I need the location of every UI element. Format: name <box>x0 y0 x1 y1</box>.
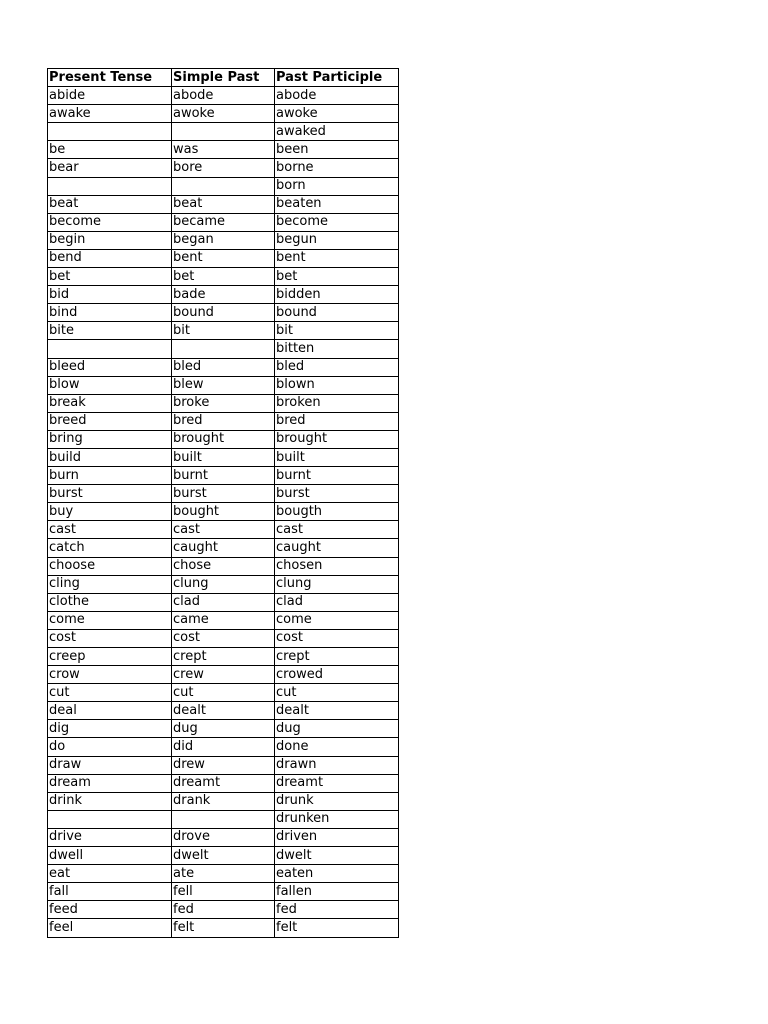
past-participle-cell: drunk <box>275 792 399 810</box>
present-tense-cell: feed <box>48 901 172 919</box>
simple-past-cell: fed <box>172 901 275 919</box>
table-row <box>48 756 399 774</box>
past-participle-cell: caught <box>275 539 399 557</box>
present-tense-cell: bite <box>48 322 172 340</box>
past-participle-cell: fed <box>275 901 399 919</box>
simple-past-cell: blew <box>172 376 275 394</box>
table-row <box>48 792 399 810</box>
present-tense-cell: cut <box>48 684 172 702</box>
table-row <box>48 557 399 575</box>
simple-past-cell <box>172 123 275 141</box>
simple-past-cell: bet <box>172 268 275 286</box>
past-participle-cell: come <box>275 611 399 629</box>
header-past-participle: Past Participle <box>275 69 399 87</box>
past-participle-cell: awoke <box>275 105 399 123</box>
simple-past-cell: drew <box>172 756 275 774</box>
table-row <box>48 430 399 448</box>
past-participle-cell: dealt <box>275 702 399 720</box>
table-row <box>48 340 399 358</box>
simple-past-cell: dealt <box>172 702 275 720</box>
simple-past-cell: clung <box>172 575 275 593</box>
table-row <box>48 286 399 304</box>
simple-past-cell: bent <box>172 249 275 267</box>
past-participle-cell: done <box>275 738 399 756</box>
present-tense-cell: bend <box>48 249 172 267</box>
present-tense-cell: bet <box>48 268 172 286</box>
present-tense-cell: bind <box>48 304 172 322</box>
table-row <box>48 847 399 865</box>
simple-past-cell: drove <box>172 828 275 846</box>
present-tense-cell: dig <box>48 720 172 738</box>
table-row <box>48 376 399 394</box>
table-header-row <box>48 69 399 87</box>
table-row <box>48 412 399 430</box>
table-row <box>48 702 399 720</box>
table-row <box>48 304 399 322</box>
past-participle-cell: bet <box>275 268 399 286</box>
present-tense-cell: do <box>48 738 172 756</box>
present-tense-cell: be <box>48 141 172 159</box>
table-row <box>48 177 399 195</box>
table-row <box>48 684 399 702</box>
simple-past-cell: bit <box>172 322 275 340</box>
present-tense-cell: burst <box>48 485 172 503</box>
past-participle-cell: bit <box>275 322 399 340</box>
present-tense-cell: breed <box>48 412 172 430</box>
present-tense-cell: abide <box>48 87 172 105</box>
simple-past-cell: began <box>172 231 275 249</box>
present-tense-cell: dwell <box>48 847 172 865</box>
past-participle-cell: drawn <box>275 756 399 774</box>
table-row <box>48 575 399 593</box>
present-tense-cell: burn <box>48 467 172 485</box>
present-tense-cell: break <box>48 394 172 412</box>
present-tense-cell: begin <box>48 231 172 249</box>
table-row <box>48 539 399 557</box>
simple-past-cell: dug <box>172 720 275 738</box>
past-participle-cell: beaten <box>275 195 399 213</box>
simple-past-cell: burnt <box>172 467 275 485</box>
past-participle-cell: felt <box>275 919 399 937</box>
past-participle-cell: driven <box>275 828 399 846</box>
present-tense-cell: drink <box>48 792 172 810</box>
table-row <box>48 213 399 231</box>
simple-past-cell: came <box>172 611 275 629</box>
past-participle-cell: chosen <box>275 557 399 575</box>
table-row <box>48 123 399 141</box>
present-tense-cell: creep <box>48 648 172 666</box>
table-row <box>48 666 399 684</box>
table-row <box>48 593 399 611</box>
past-participle-cell: cut <box>275 684 399 702</box>
present-tense-cell: blow <box>48 376 172 394</box>
simple-past-cell: broke <box>172 394 275 412</box>
present-tense-cell: dream <box>48 774 172 792</box>
past-participle-cell: bougth <box>275 503 399 521</box>
present-tense-cell: choose <box>48 557 172 575</box>
past-participle-cell: crept <box>275 648 399 666</box>
table-row <box>48 87 399 105</box>
present-tense-cell: drive <box>48 828 172 846</box>
simple-past-cell: bled <box>172 358 275 376</box>
present-tense-cell: come <box>48 611 172 629</box>
table-row <box>48 865 399 883</box>
present-tense-cell: bleed <box>48 358 172 376</box>
present-tense-cell: buy <box>48 503 172 521</box>
past-participle-cell: clung <box>275 575 399 593</box>
past-participle-cell: crowed <box>275 666 399 684</box>
table-row <box>48 521 399 539</box>
table-row <box>48 774 399 792</box>
simple-past-cell: cost <box>172 629 275 647</box>
past-participle-cell: cast <box>275 521 399 539</box>
past-participle-cell: borne <box>275 159 399 177</box>
table-row <box>48 485 399 503</box>
past-participle-cell: bent <box>275 249 399 267</box>
simple-past-cell: abode <box>172 87 275 105</box>
past-participle-cell: awaked <box>275 123 399 141</box>
past-participle-cell: dug <box>275 720 399 738</box>
present-tense-cell: eat <box>48 865 172 883</box>
table-row <box>48 358 399 376</box>
table-row <box>48 648 399 666</box>
simple-past-cell: crew <box>172 666 275 684</box>
table-row <box>48 159 399 177</box>
simple-past-cell: brought <box>172 430 275 448</box>
simple-past-cell <box>172 340 275 358</box>
past-participle-cell: bidden <box>275 286 399 304</box>
past-participle-cell: born <box>275 177 399 195</box>
simple-past-cell: bought <box>172 503 275 521</box>
simple-past-cell: drank <box>172 792 275 810</box>
simple-past-cell: clad <box>172 593 275 611</box>
present-tense-cell: feel <box>48 919 172 937</box>
simple-past-cell: chose <box>172 557 275 575</box>
simple-past-cell: bound <box>172 304 275 322</box>
past-participle-cell: dreamt <box>275 774 399 792</box>
table-row <box>48 720 399 738</box>
present-tense-cell <box>48 810 172 828</box>
table-row <box>48 231 399 249</box>
simple-past-cell: was <box>172 141 275 159</box>
table-row <box>48 738 399 756</box>
past-participle-cell: bled <box>275 358 399 376</box>
simple-past-cell: dwelt <box>172 847 275 865</box>
present-tense-cell <box>48 340 172 358</box>
table-row <box>48 448 399 466</box>
simple-past-cell: fell <box>172 883 275 901</box>
present-tense-cell: cast <box>48 521 172 539</box>
past-participle-cell: become <box>275 213 399 231</box>
present-tense-cell: crow <box>48 666 172 684</box>
simple-past-cell: built <box>172 448 275 466</box>
table-row <box>48 810 399 828</box>
past-participle-cell: brought <box>275 430 399 448</box>
table-body <box>48 87 399 937</box>
past-participle-cell: built <box>275 448 399 466</box>
present-tense-cell: cling <box>48 575 172 593</box>
simple-past-cell: did <box>172 738 275 756</box>
past-participle-cell: bitten <box>275 340 399 358</box>
present-tense-cell: fall <box>48 883 172 901</box>
past-participle-cell: cost <box>275 629 399 647</box>
simple-past-cell: burst <box>172 485 275 503</box>
present-tense-cell: beat <box>48 195 172 213</box>
simple-past-cell: bore <box>172 159 275 177</box>
present-tense-cell: awake <box>48 105 172 123</box>
present-tense-cell: cost <box>48 629 172 647</box>
table-row <box>48 105 399 123</box>
past-participle-cell: fallen <box>275 883 399 901</box>
simple-past-cell: crept <box>172 648 275 666</box>
header-present-tense: Present Tense <box>48 69 172 87</box>
simple-past-cell <box>172 177 275 195</box>
present-tense-cell <box>48 177 172 195</box>
simple-past-cell: awoke <box>172 105 275 123</box>
simple-past-cell <box>172 810 275 828</box>
simple-past-cell: cut <box>172 684 275 702</box>
table-row <box>48 503 399 521</box>
present-tense-cell: bid <box>48 286 172 304</box>
table-row <box>48 195 399 213</box>
past-participle-cell: eaten <box>275 865 399 883</box>
table-row <box>48 322 399 340</box>
present-tense-cell: clothe <box>48 593 172 611</box>
table-row <box>48 611 399 629</box>
past-participle-cell: been <box>275 141 399 159</box>
past-participle-cell: burst <box>275 485 399 503</box>
table-row <box>48 901 399 919</box>
simple-past-cell: cast <box>172 521 275 539</box>
past-participle-cell: clad <box>275 593 399 611</box>
present-tense-cell: deal <box>48 702 172 720</box>
table-row <box>48 629 399 647</box>
table-row <box>48 919 399 937</box>
present-tense-cell: bring <box>48 430 172 448</box>
past-participle-cell: dwelt <box>275 847 399 865</box>
past-participle-cell: begun <box>275 231 399 249</box>
header-simple-past: Simple Past <box>172 69 275 87</box>
simple-past-cell: dreamt <box>172 774 275 792</box>
simple-past-cell: bade <box>172 286 275 304</box>
table-row <box>48 249 399 267</box>
past-participle-cell: broken <box>275 394 399 412</box>
simple-past-cell: bred <box>172 412 275 430</box>
past-participle-cell: burnt <box>275 467 399 485</box>
present-tense-cell: bear <box>48 159 172 177</box>
simple-past-cell: beat <box>172 195 275 213</box>
table-row <box>48 828 399 846</box>
simple-past-cell: ate <box>172 865 275 883</box>
present-tense-cell: become <box>48 213 172 231</box>
table-row <box>48 141 399 159</box>
table-row <box>48 883 399 901</box>
present-tense-cell: catch <box>48 539 172 557</box>
past-participle-cell: blown <box>275 376 399 394</box>
table-row <box>48 394 399 412</box>
past-participle-cell: abode <box>275 87 399 105</box>
past-participle-cell: drunken <box>275 810 399 828</box>
table-row <box>48 268 399 286</box>
past-participle-cell: bred <box>275 412 399 430</box>
simple-past-cell: caught <box>172 539 275 557</box>
verb-forms-table <box>47 68 399 938</box>
present-tense-cell <box>48 123 172 141</box>
past-participle-cell: bound <box>275 304 399 322</box>
present-tense-cell: draw <box>48 756 172 774</box>
present-tense-cell: build <box>48 448 172 466</box>
simple-past-cell: became <box>172 213 275 231</box>
simple-past-cell: felt <box>172 919 275 937</box>
table-row <box>48 467 399 485</box>
